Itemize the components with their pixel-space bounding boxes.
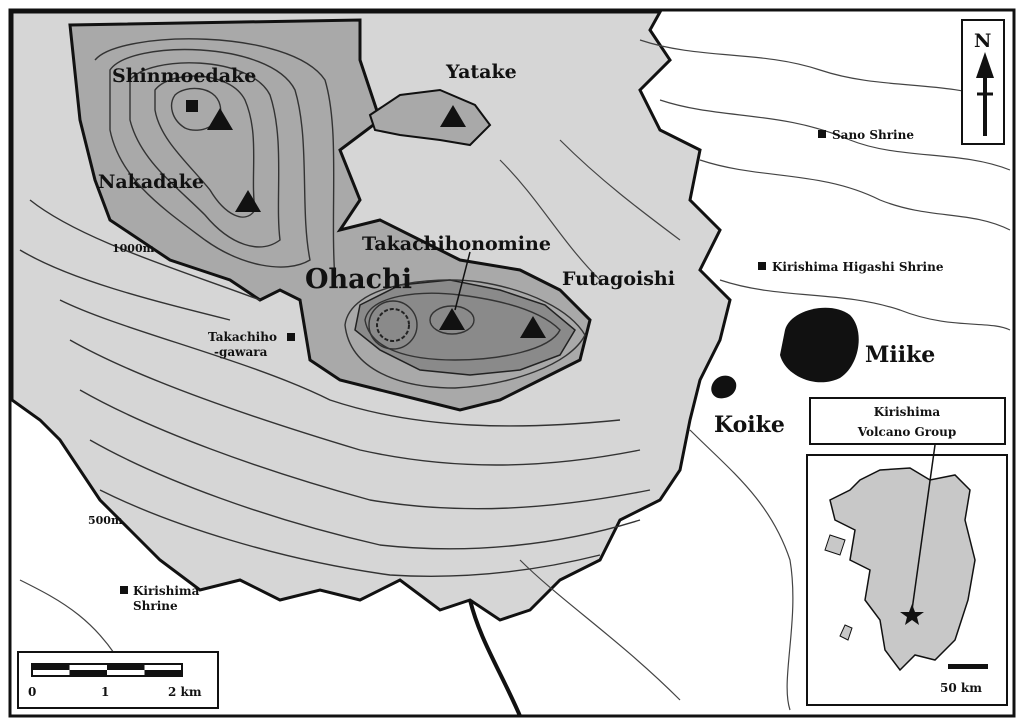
inset-map bbox=[807, 445, 1007, 705]
sano-shrine-marker-icon bbox=[818, 130, 826, 138]
scale-tick-1: 1 bbox=[101, 685, 110, 699]
yatake-label: Yatake bbox=[446, 61, 517, 83]
ohachi-label: Ohachi bbox=[305, 264, 412, 295]
futagoishi-label: Futagoishi bbox=[562, 268, 675, 290]
takachiho-label-line1: Takachiho bbox=[208, 330, 277, 344]
inset-title-line2: Volcano Group bbox=[857, 425, 957, 439]
inset-scale-label: 50 km bbox=[940, 681, 982, 695]
shinmoedake-crater-icon bbox=[186, 100, 198, 112]
sano-shrine-label: Sano Shrine bbox=[832, 128, 914, 142]
higashi-shrine-marker-icon bbox=[758, 262, 766, 270]
inset-title bbox=[810, 398, 1005, 444]
north-arrow bbox=[962, 20, 1004, 144]
higashi-shrine-label: Kirishima Higashi Shrine bbox=[772, 260, 944, 274]
koike-label: Koike bbox=[714, 412, 785, 438]
nakadake-label: Nakadake bbox=[98, 171, 205, 193]
takachiho-label-line2: -gawara bbox=[214, 345, 268, 359]
kirishima-shrine-label-line1: Kirishima bbox=[133, 584, 200, 598]
inset-scale-bar bbox=[948, 664, 988, 669]
north-arrow-label: N bbox=[974, 30, 992, 52]
scale-bar bbox=[18, 652, 218, 708]
elevation-500-label: 500m bbox=[88, 514, 123, 527]
kirishima-shrine-label-line2: Shrine bbox=[133, 599, 178, 613]
scale-tick-0: 0 bbox=[28, 685, 37, 699]
takachiho-marker-icon bbox=[287, 333, 295, 341]
miike-label: Miike bbox=[865, 342, 936, 368]
elevation-1000-label: 1000m bbox=[112, 242, 155, 255]
scale-tick-2: 2 km bbox=[168, 685, 202, 699]
shinmoedake-label: Shinmoedake bbox=[112, 65, 257, 87]
takachihonomine-label: Takachihonomine bbox=[362, 233, 551, 255]
inset-title-line1: Kirishima bbox=[873, 405, 941, 419]
kirishima-shrine-marker-icon bbox=[120, 586, 128, 594]
